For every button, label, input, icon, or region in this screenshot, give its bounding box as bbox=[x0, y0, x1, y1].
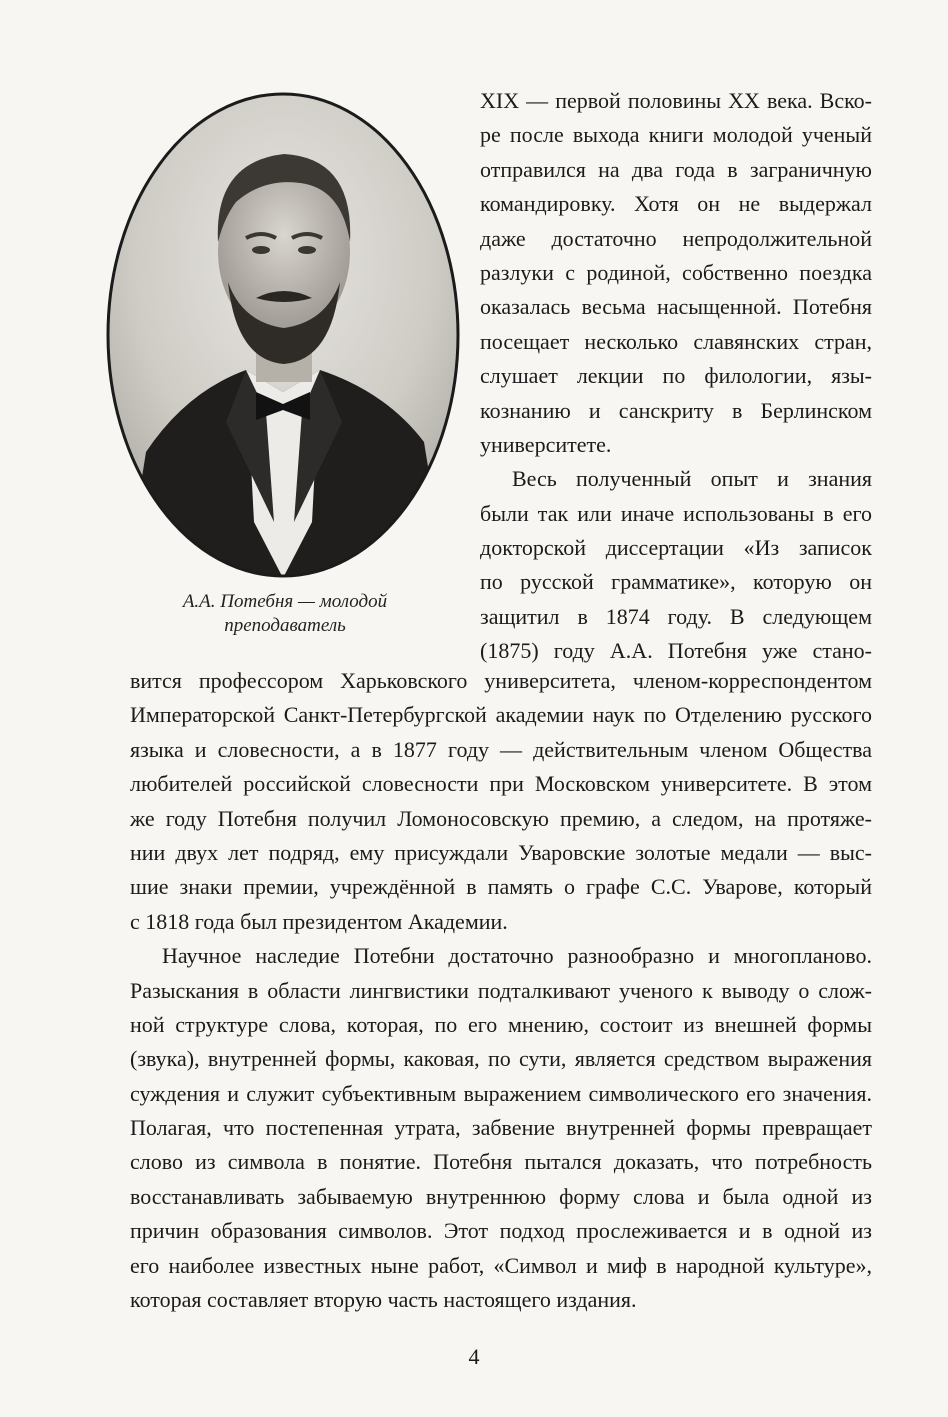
text-line: защитил в 1874 году. В следующем bbox=[480, 603, 872, 629]
text-line: даже достаточно непродолжительной bbox=[480, 225, 872, 251]
text-line: Научное наследие Потебни достаточно разнообразно и многопланово. bbox=[162, 943, 872, 969]
text-line: вится профессором Харьковского университета, членом-корреспондентом bbox=[130, 668, 872, 693]
text-line: по русской грамматике», которую он bbox=[480, 569, 872, 595]
text-line: Весь полученный опыт и знания bbox=[512, 466, 872, 492]
text-line: которая составляет вторую часть настоящего издания. bbox=[130, 1287, 637, 1313]
text-line: отправился на два года в заграничную bbox=[480, 156, 872, 182]
text-line: с 1818 года был президентом Академии. bbox=[130, 908, 508, 934]
text-line: суждения и служит субъективным выражением символического его значения. bbox=[130, 1080, 872, 1106]
text-line: ной структуре слова, которая, по его мнению, состоит из внешней формы bbox=[130, 1011, 872, 1037]
caption-line: преподаватель bbox=[224, 615, 346, 636]
text-line: разлуки с родиной, собственно поездка bbox=[480, 259, 872, 285]
text-line: любителей российской словесности при Московском университете. В этом bbox=[130, 771, 872, 797]
text-line: посещает несколько славянских стран, bbox=[480, 328, 872, 354]
caption-line: А.А. Потебня — молодой bbox=[182, 591, 388, 612]
text-line: нии двух лет подряд, ему присуждали Уваровские золотые медали — выс- bbox=[130, 839, 872, 865]
text-line: (1875) году А.А. Потебня уже стано- bbox=[480, 638, 872, 664]
text-line: шие знаки премии, учреждённой в память о графе С.С. Уварове, который bbox=[130, 874, 872, 900]
text-line: же году Потебня получил Ломоносовскую премию, а следом, на протяже- bbox=[130, 805, 872, 831]
body-text bbox=[130, 664, 872, 1317]
text-line: слово из символа в понятие. Потебня пытался доказать, что потребность bbox=[130, 1149, 872, 1175]
text-line: Разыскания в области лингвистики подталкивают ученого к выводу о слож- bbox=[130, 977, 872, 1003]
text-line: были так или иначе использованы в его bbox=[480, 500, 872, 526]
portrait-photo bbox=[106, 92, 460, 578]
page-number: 4 bbox=[468, 1344, 480, 1369]
text-line: Императорской Санкт-Петербургской академии наук по Отделению русского bbox=[130, 702, 872, 728]
text-line: командировку. Хотя он не выдержал bbox=[480, 191, 872, 217]
text-line: ре после выхода книги молодой ученый bbox=[480, 122, 872, 148]
text-line: Полагая, что постепенная утрата, забвение внутренней формы превращает bbox=[130, 1115, 872, 1141]
text-line: кознанию и санскриту в Берлинском bbox=[480, 397, 872, 423]
text-line: XIX — первой половины XX века. Вско- bbox=[480, 88, 872, 113]
text-line: восстанавливать забываемую внутреннюю форму слова и была одной из bbox=[130, 1183, 872, 1209]
text-line: причин образования символов. Этот подход прослеживается и в одной из bbox=[130, 1218, 872, 1244]
figure-caption bbox=[120, 590, 450, 638]
column-text bbox=[480, 84, 872, 669]
text-line: оказалась весьма насыщенной. Потебня bbox=[480, 294, 872, 320]
text-line: его наиболее известных ныне работ, «Символ и миф в народной культуре», bbox=[130, 1252, 872, 1278]
text-line: докторской диссертации «Из записок bbox=[480, 535, 872, 561]
text-line: (звука), внутренней формы, каковая, по сути, является средством выражения bbox=[130, 1046, 872, 1072]
text-line: языка и словесности, а в 1877 году — действительным членом Общества bbox=[130, 736, 872, 762]
text-line: слушает лекции по филологии, язы- bbox=[480, 363, 872, 389]
text-line: университете. bbox=[480, 431, 612, 457]
